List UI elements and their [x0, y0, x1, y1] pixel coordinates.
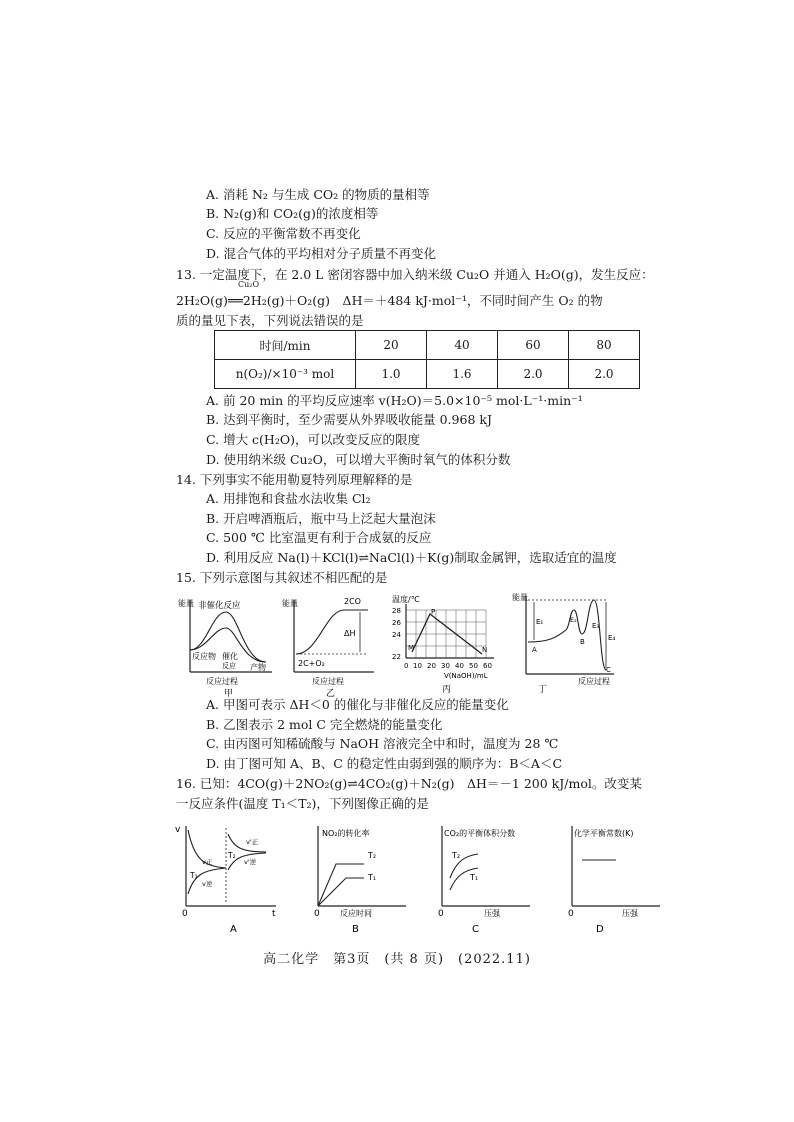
fig-a-caption: A: [230, 924, 237, 935]
page-footer: 高二化学 第3页 (共 8 页) (2022.11): [263, 952, 531, 967]
fig-a-label: v'正: [246, 838, 259, 846]
q14-option-a: A. 用排饱和食盐水法收集 Cl₂: [206, 491, 371, 506]
q13-equation: 2H₂O(g)══2H₂(g)＋O₂(g) ΔH＝＋484 kJ·mol⁻¹，不同时间产生 O₂ 的物: [176, 293, 603, 308]
q13-option-a: A. 前 20 min 的平均反应速率 v(H₂O)＝5.0×10⁻⁵ mol·L⁻¹·min⁻¹: [206, 393, 583, 408]
fig-c-caption: C: [472, 924, 479, 935]
fig-a-label: T₁: [190, 871, 198, 880]
fig-a-label: v'逆: [244, 858, 257, 866]
q16-figure-c: [430, 818, 540, 936]
q12-option-d: D. 混合气体的平均相对分子质量不再变化: [206, 246, 437, 261]
fig-bing-ytick: 24: [392, 631, 401, 639]
q16-stem: 16. 已知：4CO(g)＋2NO₂(g)⇌4CO₂(g)＋N₂(g) ΔH＝－1 200 kJ/mol。改变某: [176, 776, 642, 791]
fig-jia-curve-label: 非催化反应: [198, 601, 241, 611]
fig-yi-bottom: 2C+O₂: [298, 659, 325, 668]
fig-c-xlabel: 压强: [484, 909, 500, 918]
fig-ding-caption: 丁: [538, 685, 548, 695]
fig-ding-xlabel: 反应过程: [578, 677, 610, 686]
fig-a-ylabel: v: [175, 825, 181, 835]
q14-option-c: C. 500 ℃ 比室温更有利于合成氨的反应: [206, 530, 432, 545]
q16-figure-b: [306, 818, 416, 936]
fig-ding-b: B: [580, 638, 585, 646]
q15-figure-jia: [176, 592, 276, 698]
table-cell: 40: [427, 331, 498, 360]
fig-yi-top: 2CO: [344, 597, 361, 606]
fig-bing-xtick: 60: [483, 662, 492, 670]
q13-table: [214, 330, 640, 389]
fig-d-xlabel: 压强: [622, 909, 638, 918]
fig-bing-ylabel: 温度/℃: [392, 595, 420, 604]
fig-ding-e1: E₁: [536, 618, 544, 626]
fig-b-xlabel: 反应时间: [340, 909, 372, 918]
fig-yi-xlabel: 反应过程: [312, 677, 344, 686]
fig-b-caption: B: [352, 924, 359, 935]
fig-bing-xtick: 0: [404, 662, 409, 670]
q16-figure-d: [560, 818, 670, 936]
fig-ding-e2: E₂: [570, 616, 577, 624]
q13-stem: 13. 一定温度下，在 2.0 L 密闭容器中加入纳米级 Cu₂O 并通入 H₂O(g)，发生反应：: [176, 267, 654, 282]
fig-jia-product: 产物: [250, 663, 266, 672]
fig-c-origin: 0: [438, 909, 444, 919]
fig-a-label: v正: [202, 858, 213, 866]
table-header-n: n(O₂)/×10⁻³ mol: [215, 360, 356, 389]
q16-stem-end: 一反应条件(温度 T₁＜T₂)，下列图像正确的是: [176, 796, 429, 811]
q15-figure-yi: [282, 592, 378, 698]
q16-figure-a: [172, 818, 282, 936]
fig-b-origin: 0: [314, 909, 320, 919]
q12-option-a: A. 消耗 N₂ 与生成 CO₂ 的物质的量相等: [206, 187, 430, 202]
fig-ding-e3: E₃: [592, 622, 600, 630]
q15-option-a: A. 甲图可表示 ΔH＜0 的催化与非催化反应的能量变化: [206, 697, 509, 712]
table-cell: 20: [356, 331, 427, 360]
fig-a-xlabel: t: [272, 909, 276, 919]
fig-jia-reactant: 反应物: [192, 652, 216, 661]
q15-option-d: D. 由丁图可知 A、B、C 的稳定性由弱到强的顺序为：B＜A＜C: [206, 756, 563, 771]
fig-b-t1: T₁: [368, 873, 377, 882]
table-cell: 1.0: [356, 360, 427, 389]
fig-b-ylabel: NO₂的转化率: [322, 829, 370, 838]
fig-ding-a: A: [532, 646, 537, 654]
fig-bing-ytick: 26: [392, 619, 401, 627]
fig-bing-xlabel: V(NaOH)/mL: [444, 672, 488, 680]
fig-a-origin: 0: [182, 909, 188, 919]
fig-d-ylabel: 化学平衡常数(K): [574, 829, 634, 838]
table-cell: 2.0: [569, 360, 640, 389]
q13-option-c: C. 增大 c(H₂O)，可以改变反应的限度: [206, 432, 420, 447]
table-cell: 1.6: [427, 360, 498, 389]
fig-ding-ylabel: 能量: [512, 593, 528, 602]
table-cell: 60: [498, 331, 569, 360]
table-cell: 80: [569, 331, 640, 360]
q13-option-b: B. 达到平衡时，至少需要从外界吸收能量 0.968 kJ: [206, 412, 492, 427]
fig-ding-c: C: [606, 666, 611, 674]
fig-c-ylabel: CO₂的平衡体积分数: [444, 829, 516, 838]
fig-ding-e4: E₄: [608, 634, 616, 642]
table-header-time: 时间/min: [215, 331, 356, 360]
q12-option-b: B. N₂(g)和 CO₂(g)的浓度相等: [206, 206, 379, 221]
fig-d-caption: D: [596, 924, 604, 935]
fig-bing-xtick: 20: [427, 662, 436, 670]
fig-jia-ylabel: 能量: [178, 599, 194, 608]
q15-figure-ding: [508, 590, 618, 696]
q13-catalyst: Cu₂O: [238, 280, 260, 289]
q12-option-c: C. 反应的平衡常数不再变化: [206, 226, 361, 241]
q14-option-d: D. 利用反应 Na(l)＋KCl(l)⇌NaCl(l)＋K(g)制取金属钾，选取适宜的温度: [206, 550, 617, 565]
fig-a-label: T₂: [228, 851, 236, 860]
q15-option-b: B. 乙图表示 2 mol C 完全燃烧的能量变化: [206, 717, 443, 732]
fig-a-label: v逆: [202, 880, 213, 888]
q13-option-d: D. 使用纳米级 Cu₂O，可以增大平衡时氧气的体积分数: [206, 452, 511, 467]
fig-bing-ytick: 28: [392, 607, 401, 615]
fig-jia-xlabel: 反应过程: [206, 677, 238, 686]
fig-yi-caption: 乙: [326, 689, 336, 698]
fig-yi-ylabel: 能量: [282, 599, 298, 608]
q14-stem: 14. 下列事实不能用勒夏特列原理解释的是: [176, 472, 413, 487]
q15-figure-bing: [386, 592, 502, 698]
fig-bing-ytick: 22: [392, 653, 401, 661]
fig-yi-dh: ΔH: [344, 629, 356, 638]
table-cell: 2.0: [498, 360, 569, 389]
q15-option-c: C. 由丙图可知稀硫酸与 NaOH 溶液完全中和时，温度为 28 ℃: [206, 736, 559, 751]
fig-bing-point-m: M: [408, 644, 415, 652]
fig-jia-catalyzed: 催化: [222, 652, 238, 661]
fig-c-t1: T₁: [470, 873, 479, 882]
fig-jia-caption: 甲: [224, 689, 234, 698]
fig-bing-caption: 丙: [442, 685, 452, 695]
fig-bing-xtick: 50: [469, 662, 478, 670]
q13-stem-end: 质的量见下表，下列说法错误的是: [176, 313, 364, 328]
fig-bing-xtick: 10: [413, 662, 422, 670]
fig-bing-xtick: 40: [455, 662, 464, 670]
q14-option-b: B. 开启啤酒瓶后，瓶中马上泛起大量泡沫: [206, 511, 436, 526]
fig-d-origin: 0: [568, 909, 574, 919]
fig-c-t2: T₂: [452, 851, 461, 860]
fig-bing-point-n: N: [482, 646, 488, 654]
fig-bing-point-p: P: [431, 608, 436, 616]
fig-b-t2: T₂: [368, 851, 377, 860]
fig-jia-reaction: 反应: [222, 662, 236, 670]
fig-bing-xtick: 30: [441, 662, 450, 670]
q15-stem: 15. 下列示意图与其叙述不相匹配的是: [176, 570, 388, 585]
